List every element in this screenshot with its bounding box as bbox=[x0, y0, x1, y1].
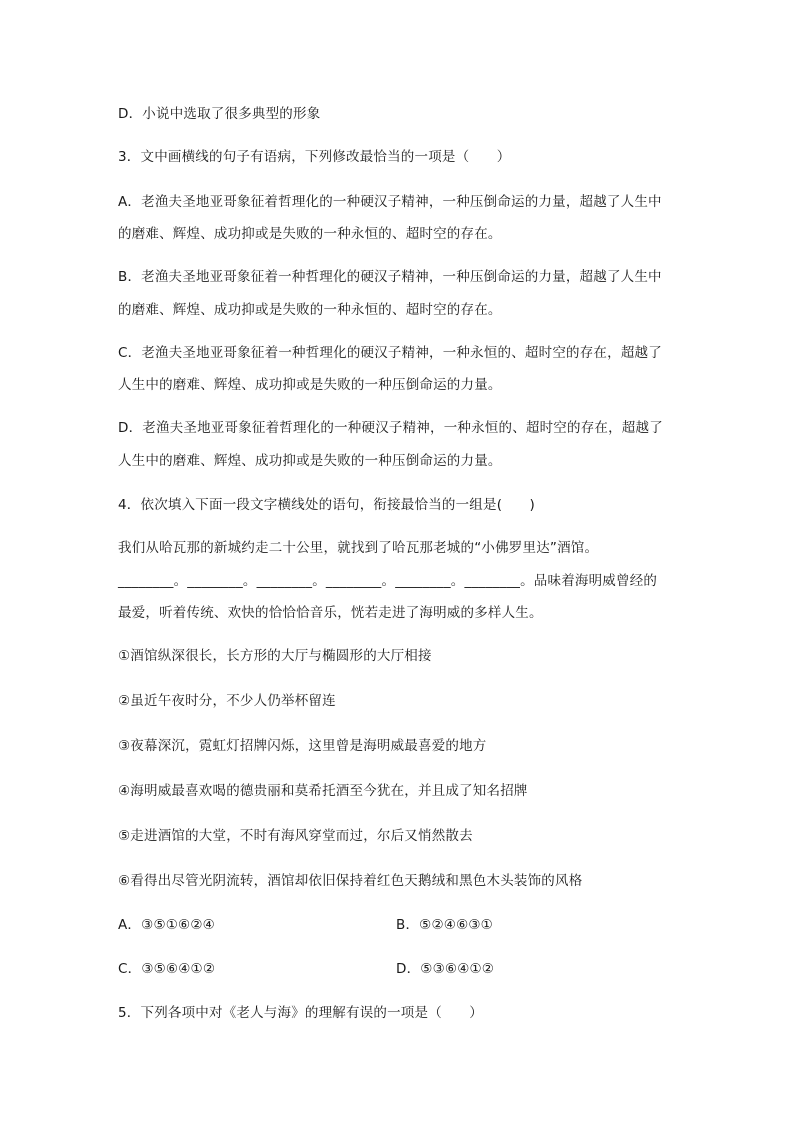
question-4-option-d: D．⑤③⑥④①② bbox=[396, 961, 495, 977]
question-3-stem: 3．文中画横线的句子有语病，下列修改最恰当的一项是（ ） bbox=[118, 149, 511, 165]
passage-line-1: 我们从哈瓦那的新城约走二十公里，就找到了哈瓦那老城的“小佛罗里达”酒馆。 bbox=[118, 540, 599, 556]
question-3-option-b-line2: 的磨难、辉煌、成功抑或是失败的一种永恒的、超时空的存在。 bbox=[118, 302, 502, 318]
sentence-2: ②虽近午夜时分，不少人仍举杯留连 bbox=[118, 693, 336, 709]
question-4-stem: 4．依次填入下面一段文字横线处的语句，衔接最恰当的一组是( ) bbox=[118, 497, 536, 513]
question-3-option-a-line1: A．老渔夫圣地亚哥象征着哲理化的一种硬汉子精神，一种压倒命运的力量，超越了人生中 bbox=[118, 194, 662, 210]
sentence-1: ①酒馆纵深很长，长方形的大厅与椭圆形的大厅相接 bbox=[118, 648, 432, 664]
question-3-option-d-line1: D．老渔夫圣地亚哥象征着哲理化的一种硬汉子精神，一种永恒的、超时空的存在，超越了 bbox=[118, 420, 663, 436]
sentence-3: ③夜幕深沉，霓虹灯招牌闪烁，这里曾是海明威最喜爱的地方 bbox=[118, 738, 487, 754]
passage-line-2-blanks: ________。________。________。________。________。________。品味着海明威曾经的 bbox=[118, 573, 658, 589]
sentence-6: ⑥看得出尽管光阴流转，酒馆却依旧保持着红色天鹅绒和黑色木头装饰的风格 bbox=[118, 873, 583, 889]
line-q2-option-d: D．小说中选取了很多典型的形象 bbox=[118, 106, 321, 122]
question-3-option-c-line2: 人生中的磨难、辉煌、成功抑或是失败的一种压倒命运的力量。 bbox=[118, 377, 502, 393]
question-3-option-a-line2: 的磨难、辉煌、成功抑或是失败的一种永恒的、超时空的存在。 bbox=[118, 226, 502, 242]
question-5-stem: 5．下列各项中对《老人与海》的理解有误的一项是（ ） bbox=[118, 1005, 483, 1021]
sentence-4: ④海明威最喜欢喝的德贵丽和莫希托酒至今犹在，并且成了知名招牌 bbox=[118, 783, 528, 799]
question-4-option-c: C．③⑤⑥④①② bbox=[118, 961, 216, 977]
question-3-option-d-line2: 人生中的磨难、辉煌、成功抑或是失败的一种压倒命运的力量。 bbox=[118, 453, 502, 469]
passage-line-3: 最爱，听着传统、欢快的恰恰恰音乐，恍若走进了海明威的多样人生。 bbox=[118, 605, 543, 621]
question-3-option-c-line1: C．老渔夫圣地亚哥象征着一种哲理化的硬汉子精神，一种永恒的、超时空的存在，超越了 bbox=[118, 345, 662, 361]
sentence-5: ⑤走进酒馆的大堂，不时有海风穿堂而过，尔后又悄然散去 bbox=[118, 828, 473, 844]
question-4-option-a: A．③⑤①⑥②④ bbox=[118, 917, 215, 933]
question-3-option-b-line1: B．老渔夫圣地亚哥象征着一种哲理化的硬汉子精神，一种压倒命运的力量，超越了人生中 bbox=[118, 269, 662, 285]
question-4-option-b: B．⑤②④⑥③① bbox=[396, 917, 493, 933]
